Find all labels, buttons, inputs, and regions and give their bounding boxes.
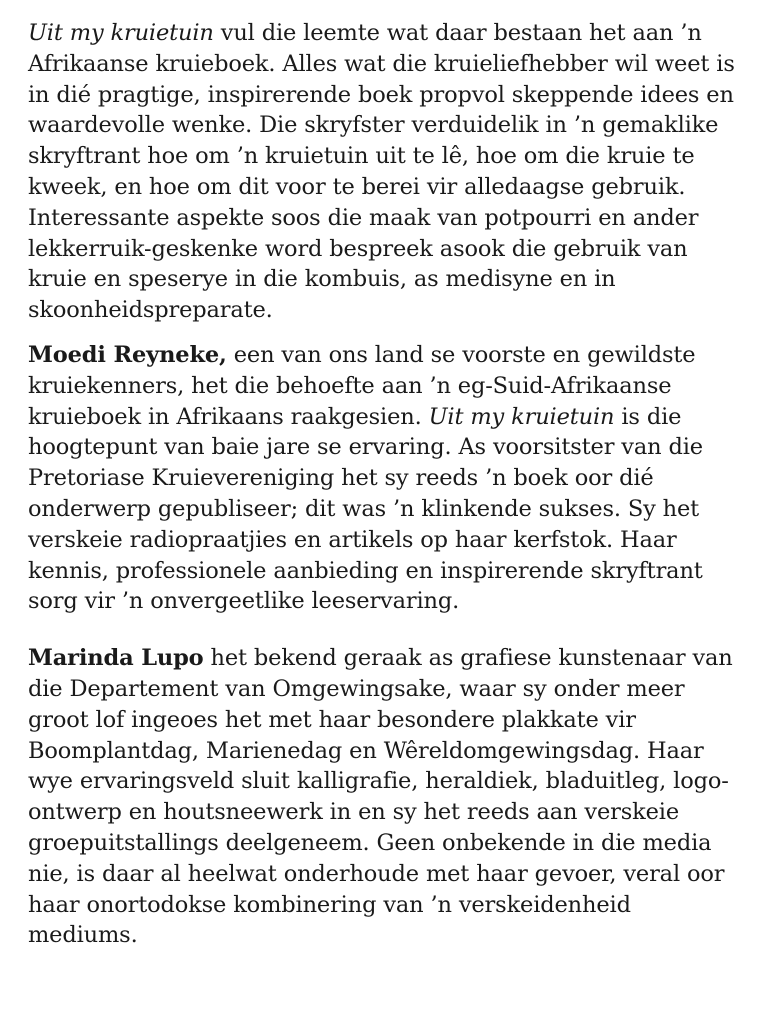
text-line: die Departement van Omgewingsake, waar sy onder meer xyxy=(28,675,685,702)
text-line: Afrikaanse kruieboek. Alles wat die kruieliefhebber wil weet is xyxy=(28,50,735,77)
text-line: kruie en speserye in die kombuis, as medisyne en in xyxy=(28,266,616,293)
text-line: skryftrant hoe om ’n kruietuin uit te lê, hoe om die kruie te xyxy=(28,143,695,170)
text-line: ontwerp en houtsneewerk in en sy het reeds aan verskeie xyxy=(28,799,679,826)
text-line: in dié pragtige, inspirerende boek propvol skeppende idees en xyxy=(28,81,734,108)
author-name-bold: Moedi Reyneke, xyxy=(28,341,227,368)
text-line: Marinda Lupo het bekend geraak as grafiese kunstenaar van xyxy=(28,645,733,672)
text-line: waardevolle wenke. Die skryfster verduidelik in ’n gemaklike xyxy=(28,112,719,139)
text-line: kweek, en hoe om dit voor te berei vir alledaagse gebruik. xyxy=(28,173,686,200)
book-title-italic: Uit my kruietuin xyxy=(28,20,214,46)
text-line: hoogtepunt van baie jare se ervaring. As voorsitster van die xyxy=(28,434,703,461)
text-line: groepuitstallings deelgeneem. Geen onbekende in die media xyxy=(28,829,712,856)
text-line: verskeie radiopraatjies en artikels op haar kerfstok. Haar xyxy=(28,526,677,553)
paragraph-book-description xyxy=(28,18,756,326)
paragraph-author-bio xyxy=(28,340,756,617)
text-line: kennis, professionele aanbieding en inspirerende skryftrant xyxy=(28,557,703,584)
text-line: kruieboek in Afrikaans raakgesien. Uit my kruietuin is die xyxy=(28,403,682,430)
text-line: lekkerruik-geskenke word bespreek asook die gebruik van xyxy=(28,235,688,262)
text-line: kruiekenners, het die behoefte aan ’n eg-Suid-Afrikaanse xyxy=(28,372,672,399)
text-line: sorg vir ’n onvergeetlike leeservaring. xyxy=(28,588,460,615)
illustrator-name-bold: Marinda Lupo xyxy=(28,645,204,672)
book-title-italic: Uit my kruietuin xyxy=(428,403,615,430)
paragraph-illustrator-bio xyxy=(28,643,756,951)
text-line: onderwerp gepubliseer; dit was ’n klinkende sukses. Sy het xyxy=(28,495,700,522)
text-line: wye ervaringsveld sluit kalligrafie, heraldiek, bladuitleg, logo- xyxy=(28,768,729,795)
text-line: Pretoriase Kruievereniging het sy reeds ’n boek oor dié xyxy=(28,465,654,492)
text-line: Boomplantdag, Marienedag en Wêreldomgewingsdag. Haar xyxy=(28,737,704,764)
text-line: nie, is daar al heelwat onderhoude met haar gevoer, veral oor xyxy=(28,860,725,887)
text-line: Interessante aspekte soos die maak van potpourri en ander xyxy=(28,204,699,231)
text-line: haar onortodokse kombinering van ’n verskeidenheid xyxy=(28,891,631,918)
text-line: skoonheidspreparate. xyxy=(28,297,273,324)
text-line: groot lof ingeoes het met haar besondere plakkate vir xyxy=(28,706,636,733)
text-line: mediums. xyxy=(28,922,138,949)
text-line: Moedi Reyneke, een van ons land se voorste en gewildste xyxy=(28,341,696,368)
text-line: Uit my kruietuin vul die leemte wat daar bestaan het aan ’n xyxy=(28,20,702,46)
